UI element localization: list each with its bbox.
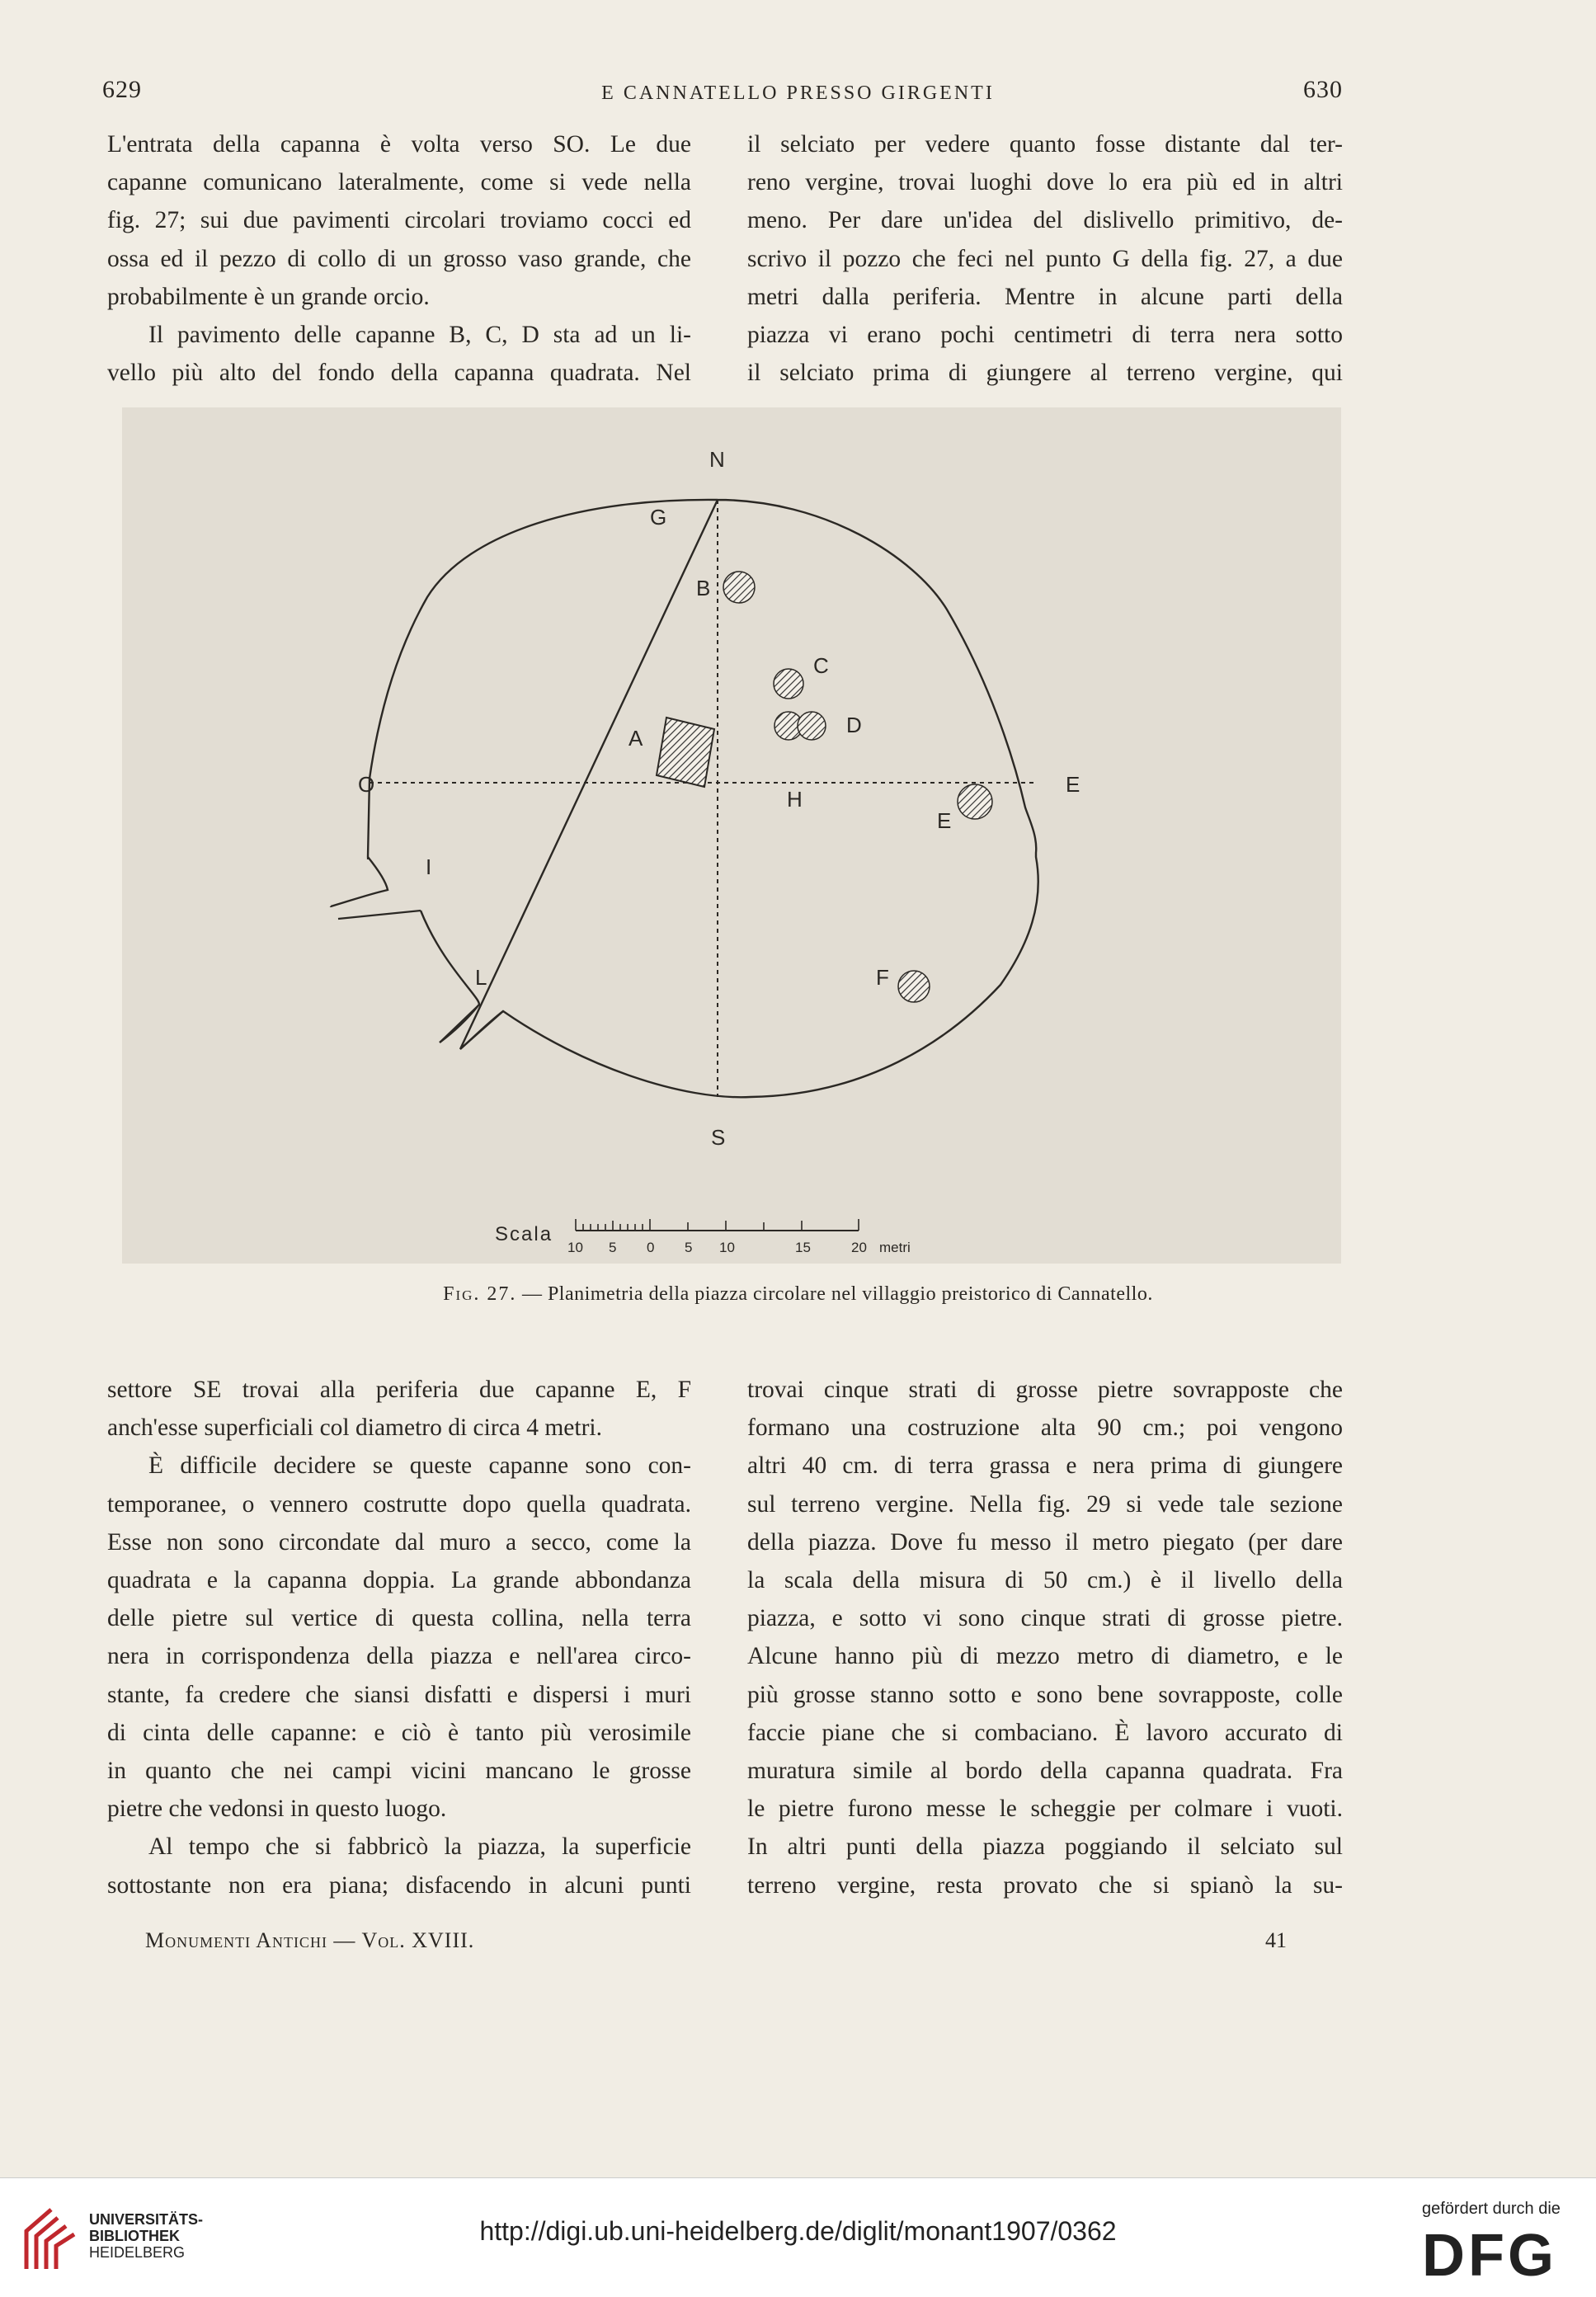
paragraph [747,125,1343,392]
text-line: terreno vergine, resta provato che si spianò la su- [747,1871,1343,1899]
page-number-right: 630 [1303,76,1343,103]
caption-text: — Planimetria della piazza circolare nel villaggio preistorico di Cannatello. [521,1283,1153,1305]
permalink-url[interactable]: http://digi.ub.uni-heidelberg.de/diglit/monant1907/0362 [479,2216,1117,2246]
label-west: O [358,772,375,797]
bottom-left-column [107,1371,691,1904]
text-line: stante, fa credere che siansi disfatti e dispersi i muri [107,1681,691,1708]
hut-a-square [657,718,714,787]
label-east-cardinal: E [1066,772,1080,797]
text-line: della piazza. Dove fu messo il metro piegato (per dare [747,1528,1343,1556]
scale-tick-label: 15 [795,1240,811,1255]
library-name-line: UNIVERSITÄTS- [89,2211,204,2228]
label-south: S [711,1125,726,1150]
label-north: N [709,447,725,472]
scale-label: Scala [495,1223,553,1245]
text-line: Alcune hanno più di mezzo metro di diametro, e le [747,1643,1343,1670]
label-f: F [876,965,889,990]
label-c: C [813,653,829,678]
paragraph [107,1371,691,1447]
text-line: probabilmente è un grande orcio. [107,283,430,310]
label-a: A [629,726,643,751]
scale-bar [495,1219,911,1255]
library-name-line: HEIDELBERG [89,2244,186,2261]
library-footer-bar [0,2177,1596,2297]
top-left-column [107,125,691,392]
scale-unit: metri [879,1240,911,1255]
text-line: in quanto che nei campi vicini mancano le grosse [107,1758,691,1785]
page-number-left: 629 [102,76,142,103]
label-b: B [696,576,711,600]
text-line: pietre che vedonsi in questo luogo. [107,1796,447,1823]
running-title: E CANNATELLO PRESSO GIRGENTI [601,82,995,104]
text-line: il selciato per vedere quanto fosse distante dal ter- [747,131,1343,158]
hut-f [898,971,930,1002]
paragraph [107,125,691,316]
text-line: la scala della misura di 50 cm.) è il livello della [747,1567,1343,1594]
paragraph [107,1828,691,1904]
scale-tick-label: 0 [647,1240,655,1255]
text-line: anch'esse superficiali col diametro di circa 4 metri. [107,1414,602,1442]
text-line: reno vergine, trovai luoghi dove lo era più ed in altri [747,169,1343,196]
text-line: sottostante non era piana; disfacendo in alcuni punti [107,1871,691,1899]
paragraph [747,1371,1343,1904]
scale-tick-label: 10 [567,1240,583,1255]
text-line: temporanee, o vennero costrutte dopo quella quadrata. [107,1490,691,1518]
hut-b [723,572,755,603]
text-line: muratura simile al bordo della capanna quadrata. Fra [747,1758,1343,1785]
dfg-logo: DFG [1422,2223,1557,2289]
footer-journal: Monumenti Antichi — Vol. XVIII. [145,1928,475,1952]
scale-tick-label: 5 [609,1240,617,1255]
text-line: trovai cinque strati di grosse pietre sovrapposte che [747,1377,1343,1403]
text-line: le pietre furono messe le scheggie per colmare i vuoti. [747,1796,1343,1823]
text-line: metri dalla periferia. Mentre in alcune parti della [747,283,1343,310]
text-line: ossa ed il pezzo di collo di un grosso vaso grande, che [107,245,691,272]
text-line: quadrata e la capanna doppia. La grande abbondanza [107,1567,691,1594]
top-right-column [747,125,1343,392]
label-i: I [426,854,432,879]
paragraph [107,316,691,392]
hut-d-right [798,712,826,740]
text-line: sul terreno vergine. Nella fig. 29 si vede tale sezione [747,1490,1343,1518]
text-line: Il pavimento delle capanne B, C, D sta ad un li- [148,322,691,349]
hut-c [774,669,803,699]
label-hut-e: E [937,808,952,833]
text-line: piazza, e sotto vi sono cinque strati di grosse pietre. [747,1605,1343,1632]
text-line: nera in corrispondenza della piazza e nell'area circo- [107,1643,691,1670]
text-line: delle pietre sul vertice di questa collina, nella terra [107,1605,691,1632]
figure-caption [0,1283,1596,1306]
text-line: piazza vi erano pochi centimetri di terra nera sotto [747,322,1343,349]
text-line: È difficile decidere se queste capanne sono con- [148,1452,691,1480]
text-line: In altri punti della piazza poggiando il selciato sul [747,1833,1343,1861]
scale-tick-label: 10 [719,1240,735,1255]
paragraph [107,1447,691,1828]
text-line: di cinta delle capanne: e ciò è tanto più verosimile [107,1719,691,1746]
hut-e [958,784,992,819]
footer-signature-number: 41 [1265,1928,1287,1952]
text-line: faccie piane che si combaciano. È lavoro accurato di [747,1719,1343,1746]
text-line: più grosse stanno sotto e sono bene sovrapposte, colle [747,1681,1343,1708]
piazza-outline [331,500,1038,1097]
scale-tick-label: 20 [851,1240,867,1255]
bottom-right-column [747,1371,1343,1904]
text-line: il selciato prima di giungere al terreno vergine, qui [747,360,1343,387]
scale-tick-label: 5 [685,1240,693,1255]
site-plan-figure [122,407,1341,1264]
caption-prefix: Fig. 27. [443,1283,517,1305]
text-line: Esse non sono circondate dal muro a secco, come la [107,1528,691,1556]
text-line: vello più alto del fondo della capanna quadrata. Nel [107,360,691,387]
label-l: L [475,965,487,990]
text-line: fig. 27; sui due pavimenti circolari troviamo cocci ed [107,207,691,234]
text-line: altri 40 cm. di terra grassa e nera prima di giungere [747,1452,1343,1480]
label-h: H [787,787,803,812]
label-d: D [846,713,862,737]
site-plan-drawing [122,407,1341,1264]
label-g: G [650,505,667,530]
text-line: capanne comunicano lateralmente, come si vede nella [107,169,691,196]
text-line: formano una costruzione alta 90 cm.; poi vengono [747,1414,1343,1442]
text-line: meno. Per dare un'idea del dislivello primitivo, de- [747,207,1343,234]
text-line: scrivo il pozzo che feci nel punto G della fig. 27, a due [747,245,1343,272]
text-line: settore SE trovai alla periferia due capanne E, F [107,1377,691,1403]
text-line: Al tempo che si fabbricò la piazza, la superficie [148,1833,691,1861]
library-name-line: BIBLIOTHEK [89,2228,180,2244]
funding-note: gefördert durch die [1422,2200,1561,2218]
text-line: L'entrata della capanna è volta verso SO. Le due [107,131,691,158]
